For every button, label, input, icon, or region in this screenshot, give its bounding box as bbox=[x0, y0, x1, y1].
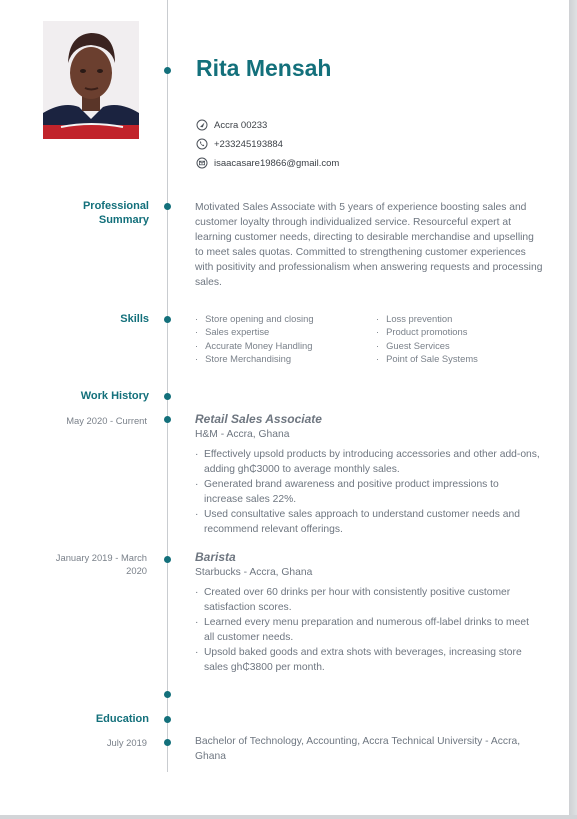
contact-email-text: isaacasare19866@gmail.com bbox=[214, 157, 340, 169]
job-bullet: · Used consultative sales approach to understand customer needs and recommend relevant offerings. bbox=[195, 507, 540, 537]
location-icon bbox=[196, 119, 208, 131]
skills-list-left bbox=[195, 312, 314, 366]
education-heading: Education bbox=[95, 713, 149, 725]
job-date-line2: 2020 bbox=[126, 565, 147, 576]
contact-email[interactable] bbox=[196, 155, 339, 171]
job-bullet: · Effectively upsold products by introducing accessories and other add-ons, adding gh₵3000 to average monthly sales. bbox=[195, 447, 540, 477]
job-bullets bbox=[195, 585, 540, 675]
job-bullet: · Generated brand awareness and positive product impressions to increase sales 22%. bbox=[195, 477, 540, 507]
skills-list-right bbox=[376, 312, 478, 366]
job-employer: Starbucks - Accra, Ghana bbox=[195, 567, 313, 578]
page-edge bbox=[569, 0, 577, 819]
timeline-dot-job bbox=[164, 556, 171, 563]
contact-address bbox=[196, 117, 267, 133]
timeline-dot-summary bbox=[164, 203, 171, 210]
email-icon bbox=[196, 157, 208, 169]
summary-heading bbox=[83, 199, 149, 227]
skills-heading: Skills bbox=[120, 313, 149, 325]
profile-photo bbox=[43, 21, 139, 139]
job-date bbox=[56, 551, 147, 577]
skill-item: · Product promotions bbox=[376, 325, 478, 338]
timeline-dot-degree bbox=[164, 739, 171, 746]
job-bullet: · Upsold baked goods and extra shots with beverages, increasing store sales gh₵3800 per month. bbox=[195, 645, 540, 675]
skill-item: · Store Merchandising bbox=[195, 352, 314, 365]
job-date: May 2020 - Current bbox=[66, 415, 147, 426]
education-text: Bachelor of Technology, Accounting, Accra Technical University - Accra, Ghana bbox=[195, 736, 521, 762]
timeline-dot-education bbox=[164, 716, 171, 723]
timeline-dot-name bbox=[164, 67, 171, 74]
job-title: Retail Sales Associate bbox=[195, 412, 322, 426]
candidate-name: Rita Mensah bbox=[196, 55, 332, 81]
phone-icon bbox=[196, 138, 208, 150]
work-history-heading: Work History bbox=[80, 390, 149, 402]
summary-heading-line1: Professional bbox=[82, 200, 149, 212]
page-bottom-edge bbox=[0, 815, 577, 819]
contact-phone[interactable] bbox=[196, 136, 283, 152]
timeline-dot-skills bbox=[164, 316, 171, 323]
timeline-dot-job bbox=[164, 416, 171, 423]
skill-item: · Point of Sale Systems bbox=[376, 352, 478, 365]
job-bullets bbox=[195, 447, 540, 537]
job-employer: H&M - Accra, Ghana bbox=[195, 429, 290, 440]
skill-item: · Loss prevention bbox=[376, 312, 478, 325]
summary-heading-line2: Summary bbox=[98, 214, 149, 226]
skill-item: · Store opening and closing bbox=[195, 312, 314, 325]
skill-item: · Sales expertise bbox=[195, 325, 314, 338]
timeline-line bbox=[167, 0, 168, 772]
job-title: Barista bbox=[195, 550, 236, 564]
skill-item: · Guest Services bbox=[376, 339, 478, 352]
job-bullet: · Learned every menu preparation and numerous off-label drinks to meet all customer needs. bbox=[195, 615, 540, 645]
contact-address-text: Accra 00233 bbox=[214, 119, 268, 131]
summary-text: Motivated Sales Associate with 5 years of experience boosting sales and customer loyalty through individualized service. Resourceful expert at learning customer needs, directing to desirable merchandise and upselling to meet sales quotas. Committed to strengthening customer experiences with positivity and professionalism when answering requests and processing sales. bbox=[195, 202, 543, 288]
education-date: July 2019 bbox=[106, 737, 147, 748]
job-date-line1: January 2019 - March bbox=[55, 552, 147, 563]
job-bullet: · Created over 60 drinks per hour with consistently positive customer satisfaction scores. bbox=[195, 585, 540, 615]
contact-phone-text: +233245193884 bbox=[214, 138, 283, 150]
timeline-dot-separator bbox=[164, 691, 171, 698]
skill-item: · Accurate Money Handling bbox=[195, 339, 314, 352]
timeline-dot-work bbox=[164, 393, 171, 400]
